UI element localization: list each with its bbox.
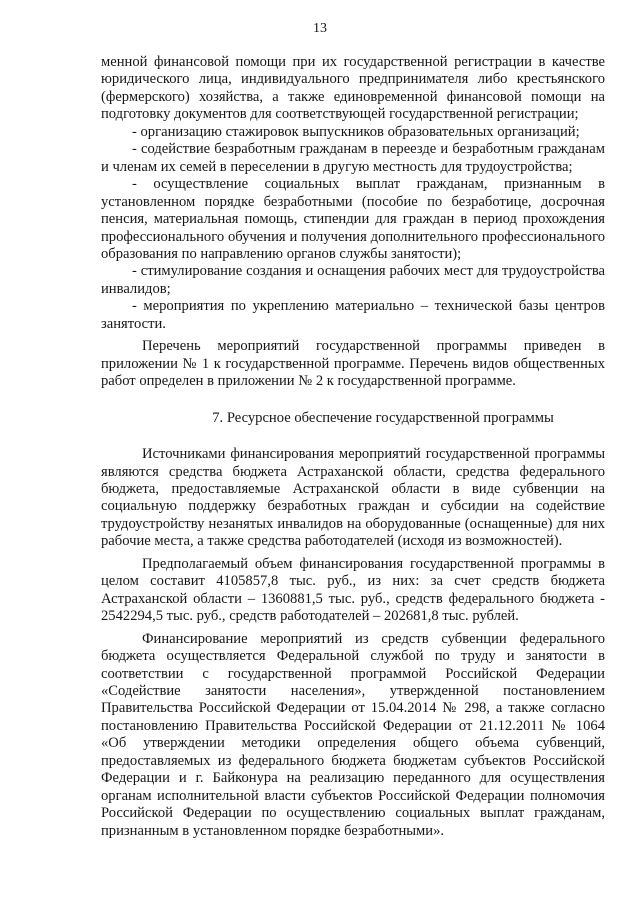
list-item-internships: - организацию стажировок выпускников образовательных организаций; <box>132 123 580 140</box>
paragraph-federal-financing: Финансирование мероприятий из средств субвенции федерального бюджета осуществляется Федеральной службой по труду и занятости в соответствии с государственной программой Российской Федерации «Содействие занятости населения», утвержденной постановлением Правительства Российской Федерации от 15.04.2014 № 298, а также согласно постановлению Правительства Российской Федерации от 21.12.2011 № 1064 «Об утверждении методики определения общего объема субвенций, предоставляемых из федерального бюджета бюджетам субъектов Российской Федерации и г. Байконура на реализацию переданного для осуществления органам исполнительной власти субъектов Российской Федерации полномочия Российской Федерации по осуществлению социальных выплат гражданам, признанным в установленном порядке безработными». <box>101 630 605 839</box>
list-item-disabled-workplaces: - стимулирование создания и оснащения рабочих мест для трудоустройства инвалидов; <box>101 263 605 297</box>
list-item-technical-base: - мероприятия по укреплению материально – технической базы центров занятости. <box>101 298 605 332</box>
list-item-relocation: - содействие безработным гражданам в переезде и безработным гражданам и членам их семей в переселении в другую местность для трудоустройства; <box>101 141 605 175</box>
document-body <box>101 54 605 840</box>
paragraph-annexes: Перечень мероприятий государственной программы приведен в приложении № 1 к государственной программе. Перечень видов общественных работ определен в приложении № 2 к государственной программе. <box>101 338 605 390</box>
paragraph-funding-volume: Предполагаемый объем финансирования государственной программы в целом составит 4105857,8 тыс. руб., из них: за счет средств бюджета Астраханской области – 1360881,5 тыс. руб., средств федерального бюджета - 2542294,5 тыс. руб., средств работодателей – 202681,8 тыс. рублей. <box>101 555 605 625</box>
paragraph-continuation: менной финансовой помощи при их государственной регистрации в качестве юридического лица, индивидуального предпринимателя либо крестьянского (фермерского) хозяйства, а также единовременной финансовой помощи на подготовку документов для соответствующей государственной регистрации; <box>101 54 605 123</box>
section-heading: 7. Ресурсное обеспечение государственной программы <box>212 409 554 426</box>
page-number: 13 <box>313 21 327 36</box>
list-item-social-payments: - осуществление социальных выплат гражданам, признанным в установленном порядке безработными (пособие по безработице, досрочная пенсия, материальная помощь, стипендии для граждан в период прохождения профессионального обучения и получения дополнительного профессионального образования по направлению органов службы занятости); <box>101 176 605 262</box>
paragraph-funding-sources: Источниками финансирования мероприятий государственной программы являются средства бюджета Астраханской области, средства федерального бюджета, предоставляемые Астраханской области в виде субвенции на социальную поддержку безработных граждан и субсидии на содействие трудоустройству незанятых инвалидов на оборудованные (оснащенные) для них рабочие места, а также средства работодателей (исходя из возможностей). <box>101 446 605 550</box>
